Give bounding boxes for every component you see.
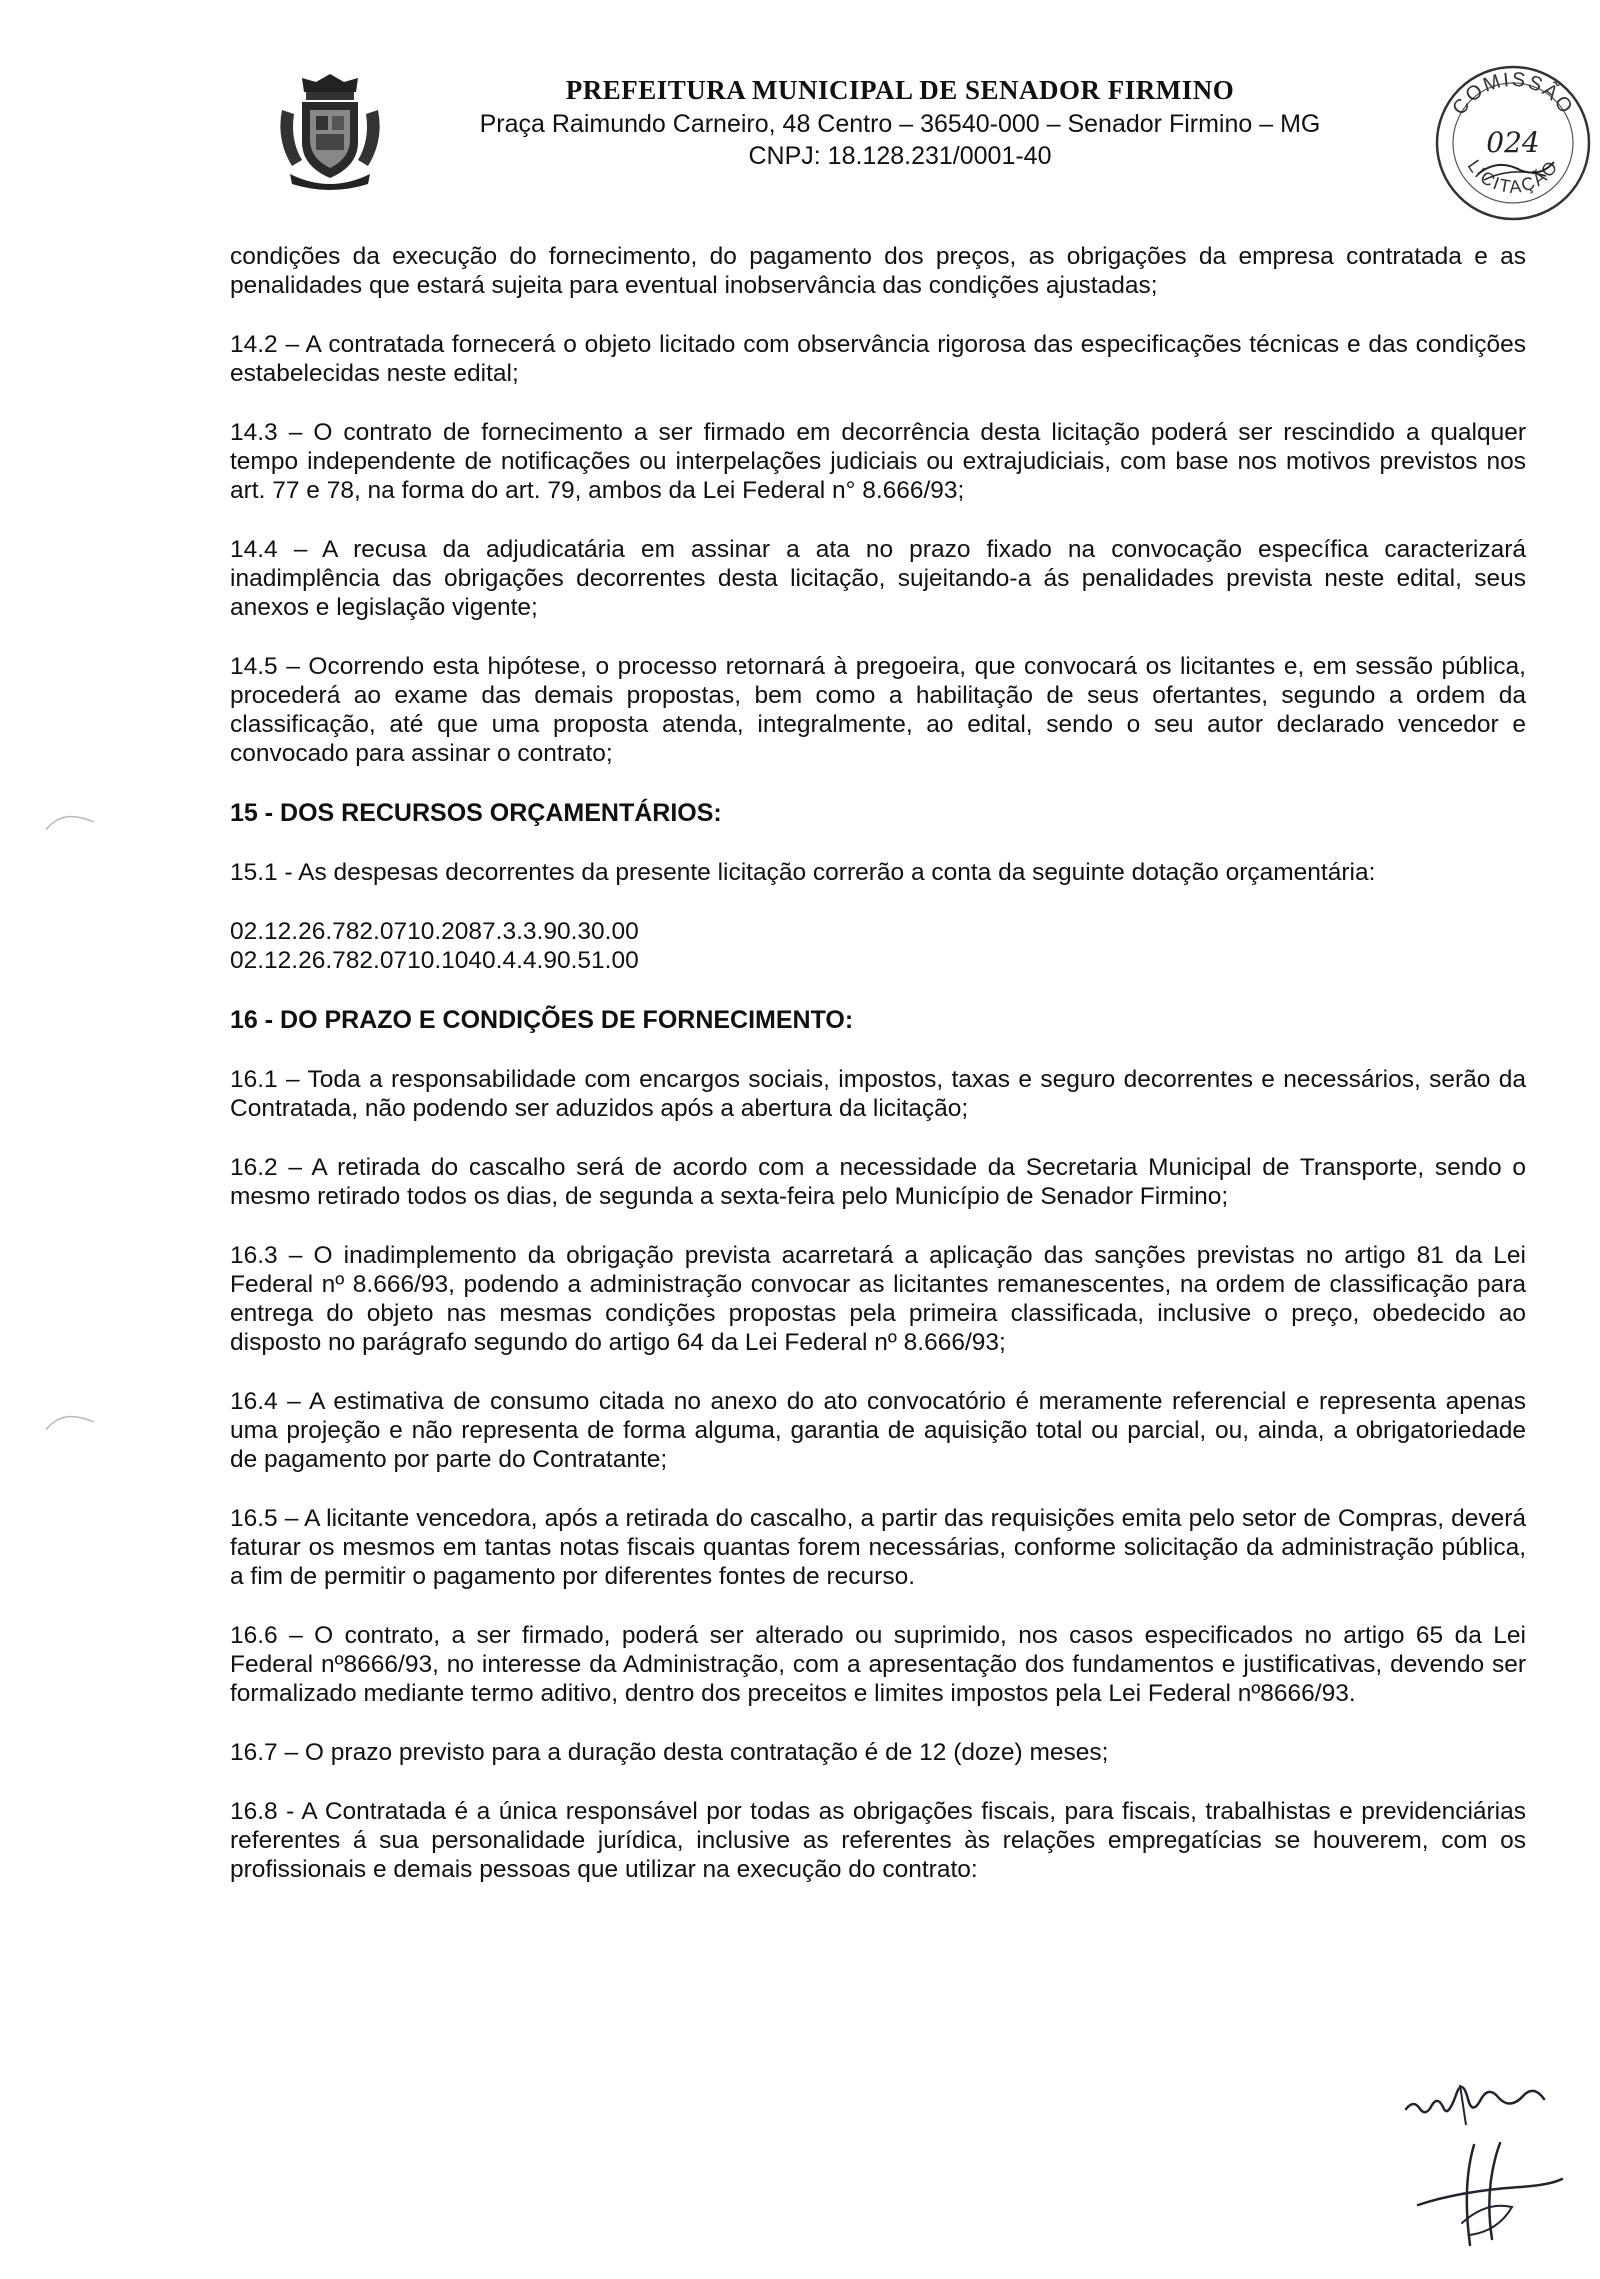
paragraph-16-5: 16.5 – A licitante vencedora, após a retirada do cascalho, a partir das requisições emita pelo setor de Compras, deverá faturar os mesmos em tantas notas fiscais quantas forem necessárias, conforme solicitação da administração pública, a fim de permitir o pagamento por diferentes fontes de recurso. — [230, 1505, 1526, 1590]
header-title: PREFEITURA MUNICIPAL DE SENADOR FIRMINO — [565, 75, 1235, 105]
svg-text:LICITAÇÃO — [1464, 156, 1563, 197]
coat-of-arms-icon — [272, 70, 388, 194]
paragraph-14-4: 14.4 – A recusa da adjudicatária em assinar a ata no prazo fixado na convocação específica caracterizará inadimplência das obrigações decorrentes desta licitação, sujeitando-a ás penalidades prevista neste edital, seus anexos e legislação vigente; — [230, 536, 1526, 621]
paragraph-16-3: 16.3 – O inadimplemento da obrigação prevista acarretará a aplicação das sanções previstas no artigo 81 da Lei Federal nº 8.666/93, podendo a administração convocar as licitantes remanescentes, na ordem de classificação para entrega do objeto nas mesmas condições propostas pela primeira classificada, inclusive o preço, obedecido ao disposto no parágrafo segundo do artigo 64 da Lei Federal nº 8.666/93; — [230, 1242, 1526, 1356]
stamp-bottom-text: LICITAÇÃO — [1463, 155, 1563, 197]
header-address: Praça Raimundo Carneiro, 48 Centro – 36540-000 – Senador Firmino – MG — [479, 110, 1321, 138]
paragraph-15-1: 15.1 - As despesas decorrentes da presente licitação correrão a conta da seguinte dotação orçamentária: — [230, 859, 1376, 886]
paragraph-intro: condições da execução do fornecimento, do pagamento dos preços, as obrigações da empresa contratada e as penalidades que estará sujeita para eventual inobservância das condições ajustadas; — [230, 243, 1526, 299]
scan-mark-icon — [42, 1400, 102, 1440]
stamp-number: 024 — [1486, 126, 1540, 159]
section-heading-16: 16 - DO PRAZO E CONDIÇÕES DE FORNECIMENTO: — [230, 1006, 854, 1034]
paragraph-14-2: 14.2 – A contratada fornecerá o objeto licitado com observância rigorosa das especificações técnicas e das condições estabelecidas neste edital; — [230, 331, 1526, 387]
signature-icon — [1400, 2135, 1570, 2255]
paragraph-14-3: 14.3 – O contrato de fornecimento a ser firmado em decorrência desta licitação poderá ser rescindido a qualquer tempo independente de notificações ou interpelações judiciais ou extrajudiciais, com base nos motivos previstos nos art. 77 e 78, na forma do art. 79, ambos da Lei Federal n° 8.666/93; — [230, 419, 1526, 504]
paragraph-16-2: 16.2 – A retirada do cascalho será de acordo com a necessidade da Secretaria Municipal de Transporte, sendo o mesmo retirado todos os dias, de segunda a sexta-feira pelo Município de Senador Firmino; — [230, 1154, 1526, 1210]
document-body — [230, 242, 1526, 1914]
signature-icon — [1400, 2055, 1550, 2135]
paragraph-16-8: 16.8 - A Contratada é a única responsável por todas as obrigações fiscais, para fiscais, trabalhistas e previdenciárias referentes á sua personalidade jurídica, inclusive as referentes às relações empregatícias se houverem, com os profissionais e demais pessoas que utilizar na execução do contrato: — [230, 1798, 1526, 1883]
budget-code: 02.12.26.782.0710.2087.3.3.90.30.00 — [230, 918, 639, 945]
budget-codes — [230, 917, 1526, 975]
section-heading-15: 15 - DOS RECURSOS ORÇAMENTÁRIOS: — [230, 799, 722, 827]
stamp-top-text: COMISSÃO — [1448, 68, 1578, 120]
svg-text:COMISSÃO — [1448, 69, 1577, 120]
budget-code: 02.12.26.782.0710.1040.4.4.90.51.00 — [230, 947, 639, 974]
paragraph-14-5: 14.5 – Ocorrendo esta hipótese, o processo retornará à pregoeira, que convocará os licitantes e, em sessão pública, procederá ao exame das demais propostas, bem como a habilitação de seus ofertantes, segundo a ordem da classificação, até que uma proposta atenda, integralmente, ao edital, sendo o seu autor declarado vencedor e convocado para assinar o contrato; — [230, 653, 1526, 767]
scan-mark-icon — [42, 800, 102, 840]
paragraph-16-6: 16.6 – O contrato, a ser firmado, poderá ser alterado ou suprimido, nos casos especificados no artigo 65 da Lei Federal nº8666/93, no interesse da Administração, com a apresentação dos fundamentos e justificativas, devendo ser formalizado mediante termo aditivo, dentro dos preceitos e limites impostos pela Lei Federal nº8666/93. — [230, 1622, 1526, 1707]
header-cnpj: CNPJ: 18.128.231/0001-40 — [748, 142, 1052, 170]
paragraph-16-1: 16.1 – Toda a responsabilidade com encargos sociais, impostos, taxas e seguro decorrentes e necessários, serão da Contratada, não podendo ser aduzidos após a abertura da licitação; — [230, 1066, 1526, 1122]
commission-stamp-icon — [1428, 58, 1598, 228]
paragraph-16-4: 16.4 – A estimativa de consumo citada no anexo do ato convocatório é meramente referencial e representa apenas uma projeção e não representa de forma alguma, garantia de aquisição total ou parcial, ou, ainda, a obrigatoriedade de pagamento por parte do Contratante; — [230, 1388, 1526, 1473]
paragraph-16-7: 16.7 – O prazo previsto para a duração desta contratação é de 12 (doze) meses; — [230, 1739, 1109, 1766]
